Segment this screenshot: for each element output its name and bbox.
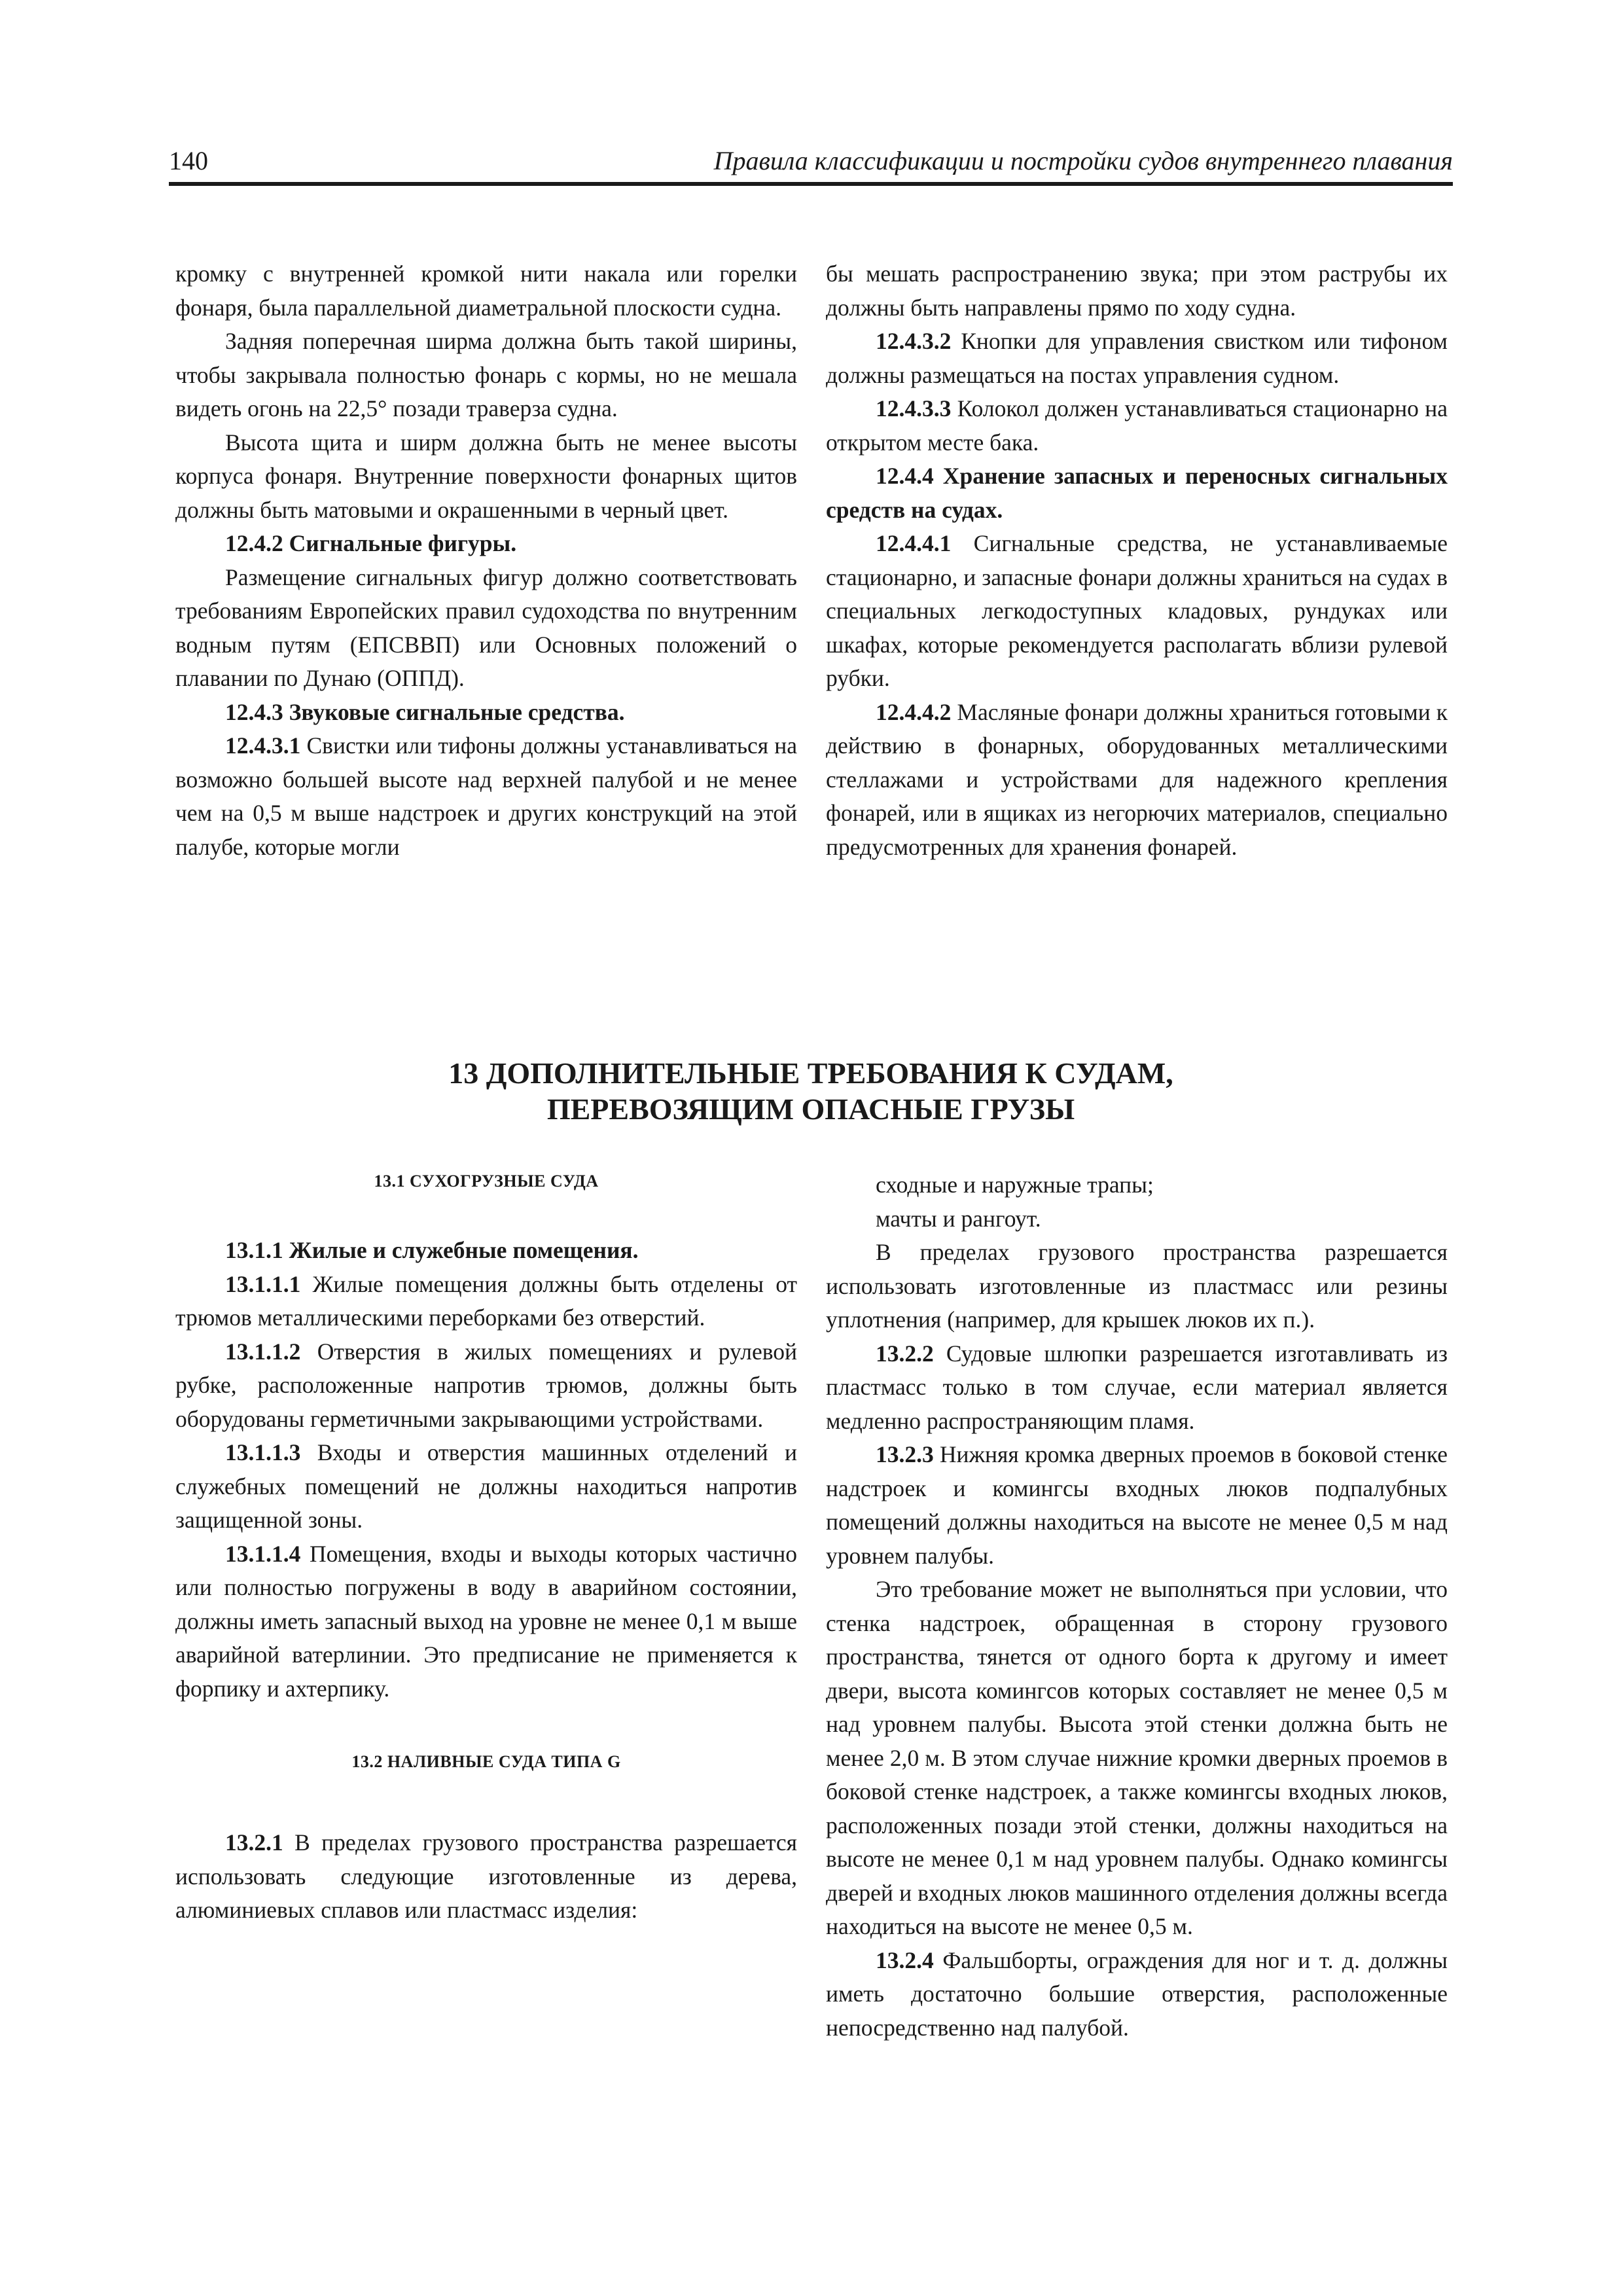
numbered-paragraph: [175, 729, 797, 864]
paragraph: Задняя поперечная ширма должна быть такой ширины, чтобы закрывала полностью фонарь с кормы, но не мешала видеть огонь на 22,5° позади траверза судна.: [175, 328, 797, 422]
numbered-paragraph: [826, 325, 1448, 392]
clause-number: 13.1.1.4: [225, 1540, 301, 1567]
heading-text: 12.4.3 Звуковые сигнальные средства.: [225, 698, 625, 725]
clause-text: Колокол должен устанавливаться стационарно на открытом месте бака.: [826, 395, 1448, 456]
heading-text: 12.4.2 Сигнальные фигуры.: [225, 530, 517, 556]
clause-number: 13.1.1.1: [225, 1270, 301, 1297]
clause-number: 12.4.4.2: [876, 698, 952, 725]
paragraph: Это требование может не выполняться при условии, что стенка надстроек, обращенная в сторону грузового пространства, тянется от одного борта к другому и имеет двери, высота комингсов которых составляет не менее 0,5 м над уровнем палубы. Высота этой стенки должна быть не менее 2,0 м. В этом случае нижние кромки дверных проемов в боковой стенке надстроек, а также комингсы входных люков, расположенных позади этой стенки, должны находиться на высоте не менее 0,1 м над уровнем палубы. Однако комингсы дверей и входных люков машинного отделения должны всегда находиться на высоте не менее 0,5 м.: [826, 1576, 1448, 1939]
chapter-title-line: 13 ДОПОЛНИТЕЛЬНЫЕ ТРЕБОВАНИЯ К СУДАМ,: [448, 1056, 1173, 1090]
clause-number: 12.4.3.2: [876, 328, 952, 354]
chapter-title-line: ПЕРЕВОЗЯЩИМ ОПАСНЫЕ ГРУЗЫ: [546, 1092, 1075, 1126]
paragraph: В пределах грузового пространства разрешается использовать изготовленные из пластмасс или резины уплотнения (например, для крышек люков их п.).: [826, 1239, 1448, 1333]
numbered-paragraph: [175, 1537, 797, 1706]
numbered-paragraph: [826, 1438, 1448, 1573]
clause-text: Помещения, входы и выходы которых частично или полностью погружены в воду в аварийном состоянии, должны иметь запасный выход на уровне не менее 0,1 м выше аварийной ватерлинии. Это предписание не применяется к форпику и ахтерпику.: [175, 1540, 797, 1702]
paragraph: Высота щита и ширм должна быть не менее высоты корпуса фонаря. Внутренние поверхности фонарных щитов должны быть матовыми и окрашенными в черный цвет.: [175, 429, 797, 523]
clause-number: 13.2.3: [876, 1441, 934, 1467]
numbered-paragraph: [826, 392, 1448, 459]
numbered-paragraph: [826, 1944, 1448, 2045]
clause-text: Свистки или тифоны должны устанавливаться на возможно большей высоте над верхней палубой и не менее чем на 0,5 м выше надстроек и других конструкций на этой палубе, которые могли: [175, 732, 797, 860]
paragraph: бы мешать распространению звука; при этом раструбы их должны быть направлены прямо по ходу судна.: [826, 260, 1448, 321]
clause-text: Жилые помещения должны быть отделены от трюмов металлическими переборками без отверстий.: [175, 1270, 797, 1331]
clause-text: Масляные фонари должны храниться готовыми к действию в фонарных, оборудованных металлическими стеллажами и устройствами для надежного крепления фонарей, или в ящиках из негорючих материалов, специально предусмотренных для хранения фонарей.: [826, 698, 1448, 860]
list-item: сходные и наружные трапы;: [876, 1172, 1154, 1198]
page-number: 140: [169, 146, 208, 175]
clause-text: Фальшборты, ограждения для ног и т. д. должны иметь достаточно большие отверстия, расположенные непосредственно над палубой.: [826, 1946, 1448, 2041]
subsection-heading: [175, 527, 797, 561]
paragraph: кромку с внутренней кромкой нити накала или горелки фонаря, была параллельной диаметральной плоскости судна.: [175, 260, 797, 321]
numbered-paragraph: [175, 1335, 797, 1437]
clause-text: Нижняя кромка дверных проемов в боковой стенке надстроек и комингсы входных люков подпалубных помещений должны находиться на высоте не менее 0,5 м над уровнем палубы.: [826, 1441, 1448, 1569]
column-top-right: [826, 257, 1448, 864]
list-item: мачты и рангоут.: [876, 1205, 1041, 1232]
clause-number: 13.2.1: [225, 1829, 283, 1856]
column-bottom-left: [175, 1168, 797, 1928]
chapter-title: [169, 1055, 1453, 1127]
clause-number: 13.1.1.2: [225, 1338, 301, 1365]
clause-text: Отверстия в жилых помещениях и рулевой рубке, расположенные напротив трюмов, должны быть оборудованы герметичными закрывающими устройствами.: [175, 1338, 797, 1432]
column-bottom-right: [826, 1168, 1448, 2045]
section-heading-13-1: 13.1 СУХОГРУЗНЫЕ СУДА: [374, 1172, 599, 1191]
clause-number: 12.4.3.3: [876, 395, 952, 422]
numbered-paragraph: [175, 1268, 797, 1335]
numbered-paragraph: [826, 696, 1448, 865]
subsection-heading: [826, 459, 1448, 527]
column-top-left: [175, 257, 797, 864]
heading-text: 12.4.4 Хранение запасных и переносных сигнальных средств на судах.: [826, 463, 1448, 523]
numbered-paragraph: [826, 1337, 1448, 1439]
clause-text: Судовые шлюпки разрешается изготавливать из пластмасс только в том случае, если материал является медленно распространяющим пламя.: [826, 1340, 1448, 1434]
clause-text: Сигнальные средства, не устанавливаемые стационарно, и запасные фонари должны храниться на судах в специальных легкодоступных кладовых, рундуках или шкафах, которые рекомендуется располагать вблизи рулевой рубки.: [826, 530, 1448, 691]
subsection-heading: [175, 696, 797, 730]
clause-number: 12.4.3.1: [225, 732, 301, 759]
clause-number: 13.1.1.3: [225, 1439, 301, 1465]
numbered-paragraph: [826, 527, 1448, 696]
clause-number: 12.4.4.1: [876, 530, 952, 556]
clause-text: Входы и отверстия машинных отделений и служебных помещений не должны находиться напротив защищенной зоны.: [175, 1439, 797, 1533]
clause-text: В пределах грузового пространства разрешается использовать следующие изготовленные из дерева, алюминиевых сплавов или пластмасс изделия:: [175, 1829, 797, 1923]
heading-text: 13.1.1 Жилые и служебные помещения.: [225, 1237, 639, 1263]
numbered-paragraph: [175, 1826, 797, 1928]
clause-number: 13.2.2: [876, 1340, 934, 1367]
numbered-paragraph: [175, 1436, 797, 1537]
page-header: [169, 140, 1453, 186]
clause-number: 13.2.4: [876, 1946, 934, 1973]
paragraph: Размещение сигнальных фигур должно соответствовать требованиям Европейских правил судоходства по внутренним водным путям (ЕПСВВП) или Основных положений о плавании по Дунаю (ОППД).: [175, 564, 797, 691]
section-heading-13-2: 13.2 НАЛИВНЫЕ СУДА ТИПА G: [351, 1752, 621, 1771]
running-title: Правила классификации и постройки судов внутреннего плавания: [713, 146, 1453, 175]
clause-text: Кнопки для управления свистком или тифоном должны размещаться на постах управления судном.: [826, 328, 1448, 388]
subsection-heading: [175, 1234, 797, 1268]
